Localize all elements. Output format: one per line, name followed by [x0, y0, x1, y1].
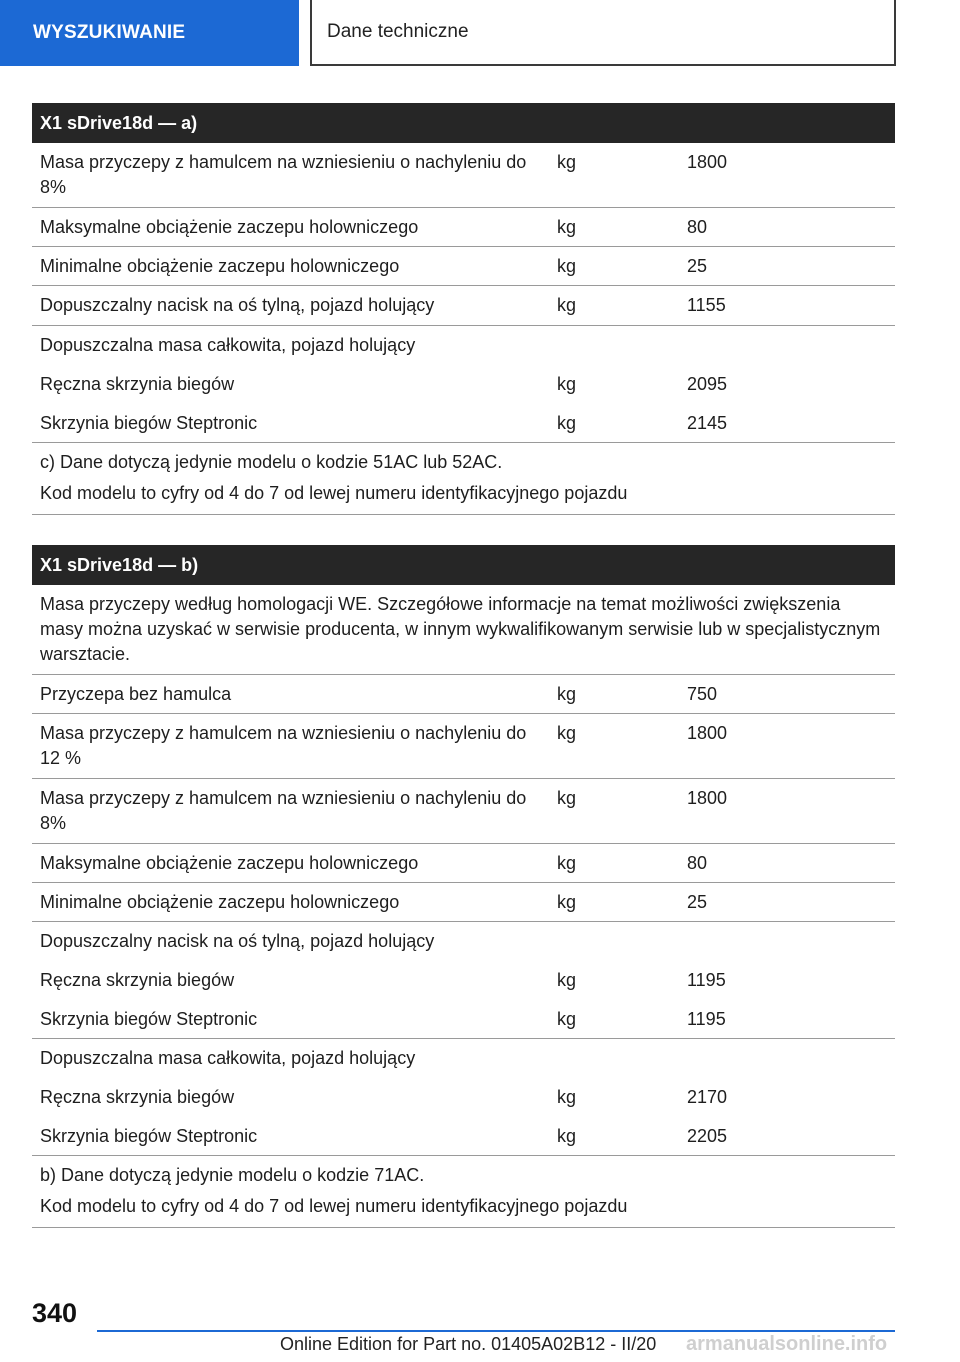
row-label: Ręczna skrzynia biegów — [40, 374, 235, 394]
footnote-code: Kod modelu to cyfry od 4 do 7 od lewej numeru identyfikacyjnego pojazdu — [40, 483, 628, 503]
table-row — [32, 883, 895, 922]
section-a-table — [32, 103, 895, 515]
row-label: Minimalne obciążenie zaczepu holowniczego — [40, 256, 400, 276]
row-unit: kg — [557, 892, 577, 912]
row-value: 750 — [687, 684, 718, 704]
table-row — [32, 779, 895, 844]
row-label: Masa przyczepy z hamulcem na wzniesieniu o nachyleniu do 8% — [40, 152, 527, 197]
row-unit: kg — [557, 152, 577, 172]
row-label: Maksymalne obciążenie zaczepu holowniczego — [40, 217, 419, 237]
row-label: Ręczna skrzynia biegów — [40, 970, 235, 990]
row-label: Ręczna skrzynia biegów — [40, 1087, 235, 1107]
table-row — [32, 247, 895, 286]
table-row — [32, 404, 895, 442]
row-label: Maksymalne obciążenie zaczepu holowniczego — [40, 853, 419, 873]
row-label: Skrzynia biegów Steptronic — [40, 1009, 258, 1029]
group-label: Dopuszczalna masa całkowita, pojazd holujący — [40, 335, 416, 355]
table-row — [32, 365, 895, 404]
row-value: 2145 — [687, 413, 728, 433]
section-b-title: X1 sDrive18d — b) — [32, 545, 895, 585]
row-value: 1155 — [687, 295, 726, 315]
table-row — [32, 714, 895, 779]
watermark: armanualsonline.info — [686, 1333, 888, 1355]
row-unit: kg — [557, 217, 577, 237]
footnote-model: b) Dane dotyczą jedynie modelu o kodzie 71AC. — [40, 1165, 425, 1185]
row-label: Masa przyczepy z hamulcem na wzniesieniu o nachyleniu do 8% — [40, 788, 527, 833]
section-b-table — [32, 545, 895, 1228]
table-row — [32, 208, 895, 247]
row-label: Skrzynia biegów Steptronic — [40, 413, 258, 433]
row-value: 2205 — [687, 1126, 728, 1146]
row-unit: kg — [557, 413, 577, 433]
footnote — [32, 443, 895, 515]
row-label: Dopuszczalny nacisk na oś tylną, pojazd holujący — [40, 295, 435, 315]
row-value: 2170 — [687, 1087, 728, 1107]
row-unit: kg — [557, 723, 577, 743]
footnote — [32, 1156, 895, 1228]
row-value: 80 — [687, 217, 708, 237]
table-group — [32, 1039, 895, 1156]
group-header-row — [32, 326, 895, 365]
row-unit: kg — [557, 788, 577, 808]
row-unit: kg — [557, 256, 577, 276]
row-label: Masa przyczepy z hamulcem na wzniesieniu o nachyleniu do 12 % — [40, 723, 527, 768]
row-value: 80 — [687, 853, 708, 873]
row-value: 25 — [687, 892, 708, 912]
group-header-row — [32, 922, 895, 961]
row-label: Skrzynia biegów Steptronic — [40, 1126, 258, 1146]
search-button[interactable]: WYSZUKIWANIE — [0, 0, 299, 66]
row-value: 1800 — [687, 788, 728, 808]
breadcrumb[interactable]: Dane techniczne — [310, 0, 896, 66]
footer-divider — [97, 1330, 895, 1332]
table-row — [32, 1078, 895, 1117]
footnote-code: Kod modelu to cyfry od 4 do 7 od lewej numeru identyfikacyjnego pojazdu — [40, 1196, 628, 1216]
table-row — [32, 286, 895, 326]
row-value: 1195 — [687, 970, 726, 990]
row-label: Minimalne obciążenie zaczepu holowniczego — [40, 892, 400, 912]
table-row — [32, 143, 895, 208]
group-header-row — [32, 1039, 895, 1078]
row-unit: kg — [557, 1126, 577, 1146]
row-unit: kg — [557, 1087, 577, 1107]
group-label: Dopuszczalna masa całkowita, pojazd holujący — [40, 1048, 416, 1068]
top-bar — [0, 0, 960, 66]
row-unit: kg — [557, 1009, 577, 1029]
footer-edition: Online Edition for Part no. 01405A02B12 - II/20 — [280, 1334, 657, 1354]
table-row — [32, 844, 895, 883]
table-row — [32, 1000, 895, 1038]
row-value: 1800 — [687, 723, 728, 743]
page-number: 340 — [32, 1298, 78, 1328]
row-unit: kg — [557, 295, 577, 315]
group-label: Dopuszczalny nacisk na oś tylną, pojazd holujący — [40, 931, 435, 951]
row-unit: kg — [557, 684, 577, 704]
row-unit: kg — [557, 374, 577, 394]
footnote-model: c) Dane dotyczą jedynie modelu o kodzie 51AC lub 52AC. — [40, 452, 503, 472]
row-value: 25 — [687, 256, 708, 276]
row-value: 2095 — [687, 374, 728, 394]
table-row — [32, 961, 895, 1000]
table-group — [32, 922, 895, 1039]
row-value: 1800 — [687, 152, 728, 172]
row-unit: kg — [557, 970, 577, 990]
table-row — [32, 675, 895, 714]
row-unit: kg — [557, 853, 577, 873]
table-row — [32, 1117, 895, 1155]
section-a-title: X1 sDrive18d — a) — [32, 103, 895, 143]
row-label: Przyczepa bez hamulca — [40, 684, 232, 704]
table-group — [32, 326, 895, 443]
row-value: 1195 — [687, 1009, 726, 1029]
section-b-intro: Masa przyczepy według homologacji WE. Szczegółowe informacje na temat możliwości zwiększenia masy można uzyskać w serwisie producenta, w innym wykwalifikowanym serwisie lub w specjalistycznym warsztacie. — [32, 585, 895, 675]
